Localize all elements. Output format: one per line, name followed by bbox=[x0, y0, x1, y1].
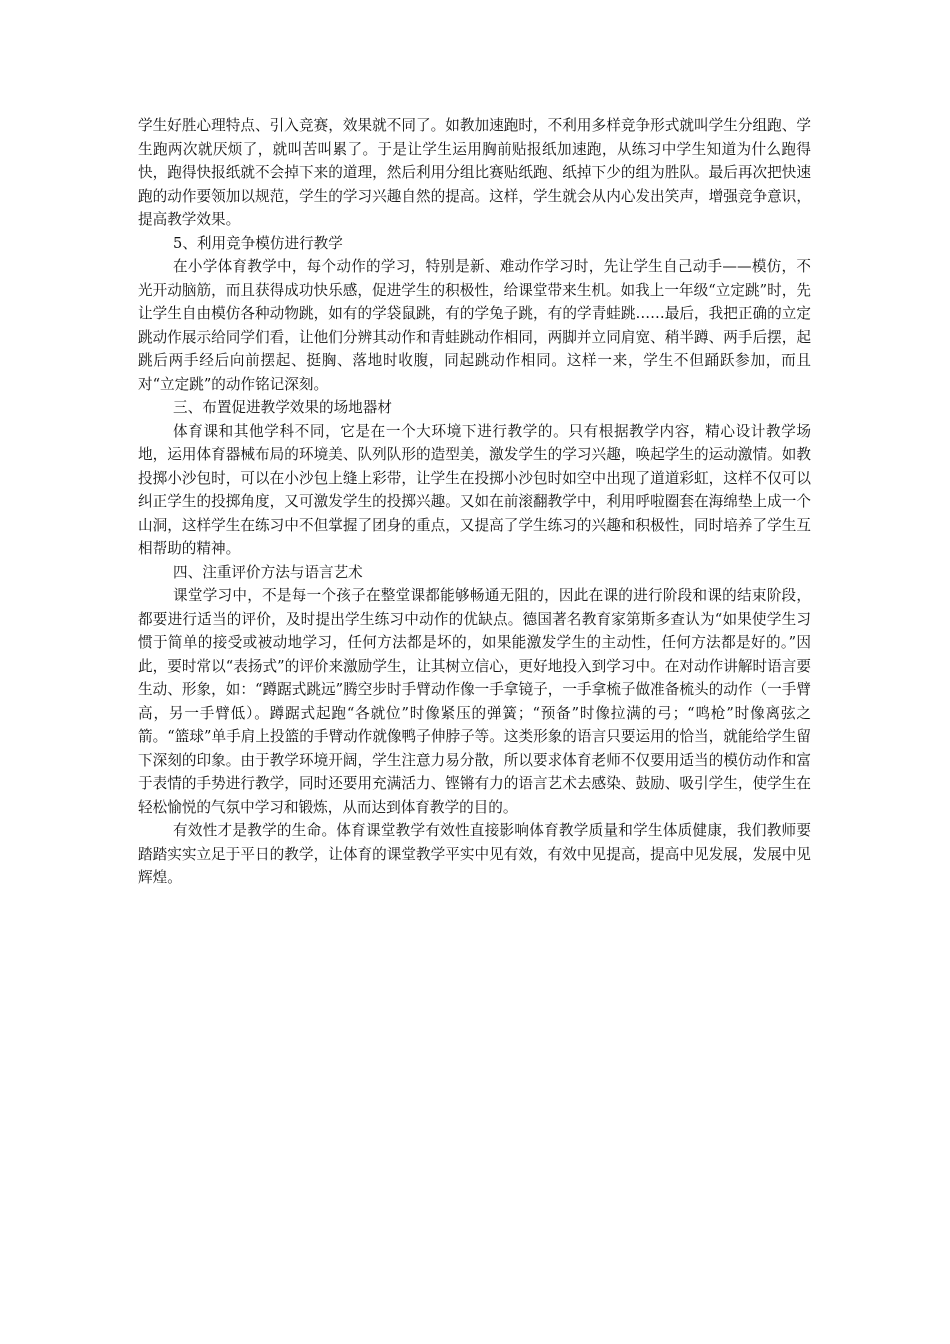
paragraph-evaluation-language: 课堂学习中，不是每一个孩子在整堂课都能够畅通无阻的，因此在课的进行阶段和课的结束阶段，都要进行适当的评价，及时提出学生练习中动作的优缺点。德国著名教育家第斯多查认为“如果使学生习惯于简单的接受或被动地学习，任何方法都是坏的，如果能激发学生的主动性，任何方法都是好的。”因此，要时常以“表扬式”的评价来激励学生，让其树立信心，更好地投入到学习中。在对动作讲解时语言要生动、形象，如：“蹲踞式跳远”腾空步时手臂动作像一手拿镜子，一手拿梳子做准备梳头的动作（一手臂高，另一手臂低）。蹲踞式起跑“各就位”时像紧压的弹簧；“预备”时像拉满的弓；“鸣枪”时像离弦之箭。“篮球”单手肩上投篮的手臂动作就像鸭子伸脖子等。这类形象的语言只要运用的恰当，就能给学生留下深刻的印象。由于教学环境开阔，学生注意力易分散，所以要求体育老师不仅要用适当的模仿动作和富于表情的手势进行教学，同时还要用充满活力、铿锵有力的语言艺术去感染、鼓励、吸引学生，使学生在轻松愉悦的气氛中学习和锻炼，从而达到体育教学的目的。 bbox=[138, 587, 811, 816]
paragraph-continuation: 学生好胜心理特点、引入竞赛，效果就不同了。如教加速跑时，不利用多样竞争形式就叫学生分组跑、学生跑两次就厌烦了，就叫苦叫累了。于是让学生运用胸前贴报纸加速跑，从练习中学生知道为什么跑得快，跑得快报纸就不会掉下来的道理，然后利用分组比赛贴纸跑、纸掉下少的组为胜队。最后再次把快速跑的动作要领加以规范，学生的学习兴趣自然的提高。这样，学生就会从内心发出笑声，增强竞争意识，提高教学效果。 bbox=[138, 117, 811, 228]
section-heading-venue-equipment: 三、布置促进教学效果的场地器材 bbox=[173, 399, 392, 416]
document-page bbox=[138, 114, 811, 890]
paragraph-venue-equipment: 体育课和其他学科不同，它是在一个大环境下进行教学的。只有根据教学内容，精心设计教学场地，运用体育器械布局的环境美、队列队形的造型美，激发学生的学习兴趣，唤起学生的运动激情。如教投掷小沙包时，可以在小沙包上缝上彩带，让学生在投掷小沙包时如空中出现了道道彩虹，这样不仅可以纠正学生的投掷角度，又可激发学生的投掷兴趣。又如在前滚翻教学中，利用呼啦圈套在海绵垫上成一个山洞，这样学生在练习中不但掌握了团身的重点，又提高了学生练习的兴趣和积极性，同时培养了学生互相帮助的精神。 bbox=[138, 422, 811, 557]
section-heading-competition-imitation: 5、利用竞争模仿进行教学 bbox=[173, 234, 343, 252]
paragraph-conclusion: 有效性才是教学的生命。体育课堂教学有效性直接影响体育教学质量和学生体质健康，我们教师要踏踏实实立足于平日的教学，让体育的课堂教学平实中见有效，有效中见提高，提高中见发展，发展中见辉煌。 bbox=[138, 822, 811, 886]
section-heading-evaluation-language: 四、注重评价方法与语言艺术 bbox=[173, 563, 363, 581]
paragraph-imitation-teaching: 在小学体育教学中，每个动作的学习，特别是新、难动作学习时，先让学生自己动手——模仿，不光开动脑筋，而且获得成功快乐感，促进学生的积极性，给课堂带来生机。如我上一年级“立定跳”时，先让学生自由模仿各种动物跳，如有的学袋鼠跳，有的学兔子跳，有的学青蛙跳……最后，我把正确的立定跳动作展示给同学们看，让他们分辨其动作和青蛙跳动作相同，两脚并立同肩宽、稍半蹲、两手后摆，起跳后两手经后向前摆起、挺胸、落地时收腹，同起跳动作相同。这样一来，学生不但踊跃参加，而且对“立定跳”的动作铭记深刻。 bbox=[138, 258, 811, 393]
